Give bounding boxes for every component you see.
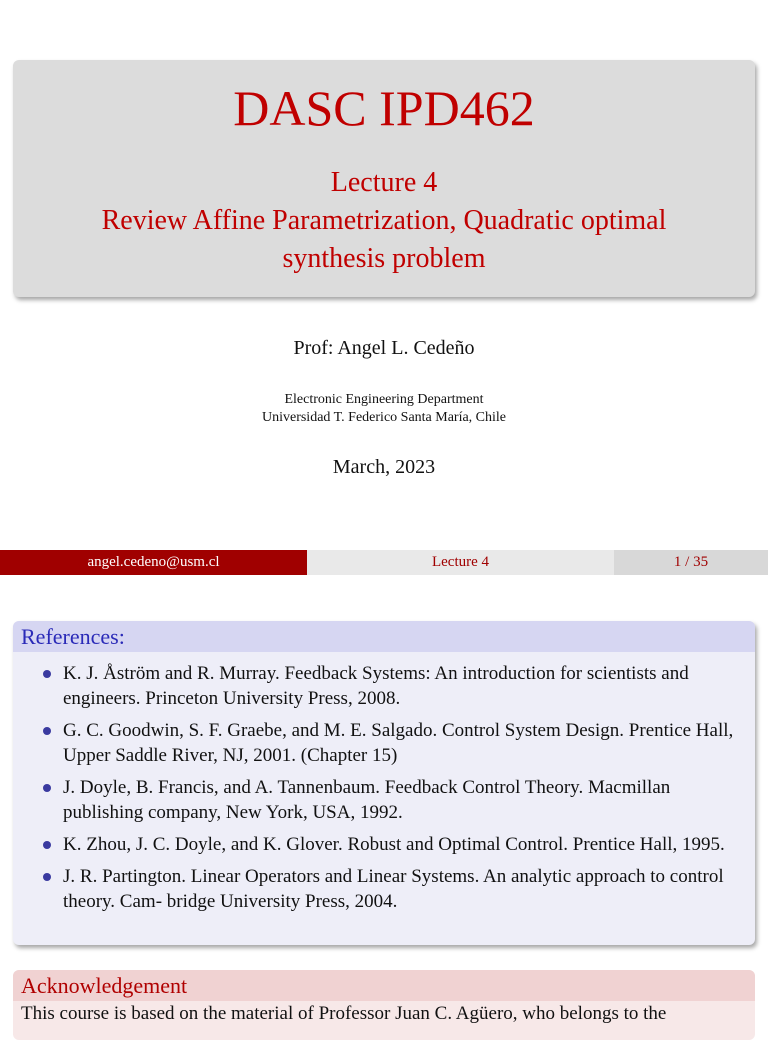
reference-text: J. R. Partington. Linear Operators and Linear Systems. An analytic approach to control theory. Cam- bridge University Press, 2004.	[63, 866, 724, 912]
institute	[0, 391, 768, 427]
bullet-icon	[43, 784, 51, 792]
author-name: Prof: Angel L. Cedeño	[293, 337, 475, 359]
acknowledgement-block	[13, 970, 755, 1040]
reference-item	[13, 832, 755, 857]
bullet-icon	[43, 841, 51, 849]
reference-text: J. Doyle, B. Francis, and A. Tannenbaum. Feedback Control Theory. Macmillan publishing company, New York, USA, 1992.	[63, 777, 671, 823]
reference-item	[13, 718, 755, 768]
reference-text: K. Zhou, J. C. Doyle, and K. Glover. Robust and Optimal Control. Prentice Hall, 1995.	[63, 834, 725, 855]
bullet-icon	[43, 670, 51, 678]
presentation-subtitle	[33, 164, 735, 278]
reference-text: K. J. Åström and R. Murray. Feedback Systems: An introduction for scientists and engineers. Princeton University Press, 2008.	[63, 663, 689, 709]
reference-text: G. C. Goodwin, S. F. Graebe, and M. E. Salgado. Control System Design. Prentice Hall, Upper Saddle River, NJ, 2001. (Chapter 15)	[63, 720, 734, 766]
reference-item	[13, 661, 755, 711]
acknowledgement-heading: Acknowledgement	[13, 970, 755, 1001]
bullet-icon	[43, 873, 51, 881]
subtitle-line: synthesis problem	[282, 243, 486, 274]
presentation-date: March, 2023	[332, 456, 436, 478]
footer-page-number: 1 / 35	[614, 550, 768, 575]
presentation-title: DASC IPD462	[233, 80, 535, 136]
bullet-icon	[43, 727, 51, 735]
references-heading: References:	[13, 621, 755, 652]
institute-line: Electronic Engineering Department	[284, 392, 484, 407]
acknowledgement-text: This course is based on the material of Professor Juan C. Agüero, who belongs to the	[21, 1003, 667, 1024]
subtitle-line: Lecture 4	[330, 167, 438, 198]
references-list	[13, 652, 755, 914]
footer-short-title: Lecture 4	[307, 550, 614, 575]
title-block	[13, 60, 755, 297]
references-block	[13, 621, 755, 945]
subtitle-line: Review Affine Parametrization, Quadratic optimal	[101, 205, 667, 236]
institute-line: Universidad T. Federico Santa María, Chile	[261, 410, 507, 425]
reference-item	[13, 864, 755, 914]
footer-email: angel.cedeno@usm.cl	[0, 550, 307, 575]
slide-footer	[0, 550, 768, 575]
reference-item	[13, 775, 755, 825]
